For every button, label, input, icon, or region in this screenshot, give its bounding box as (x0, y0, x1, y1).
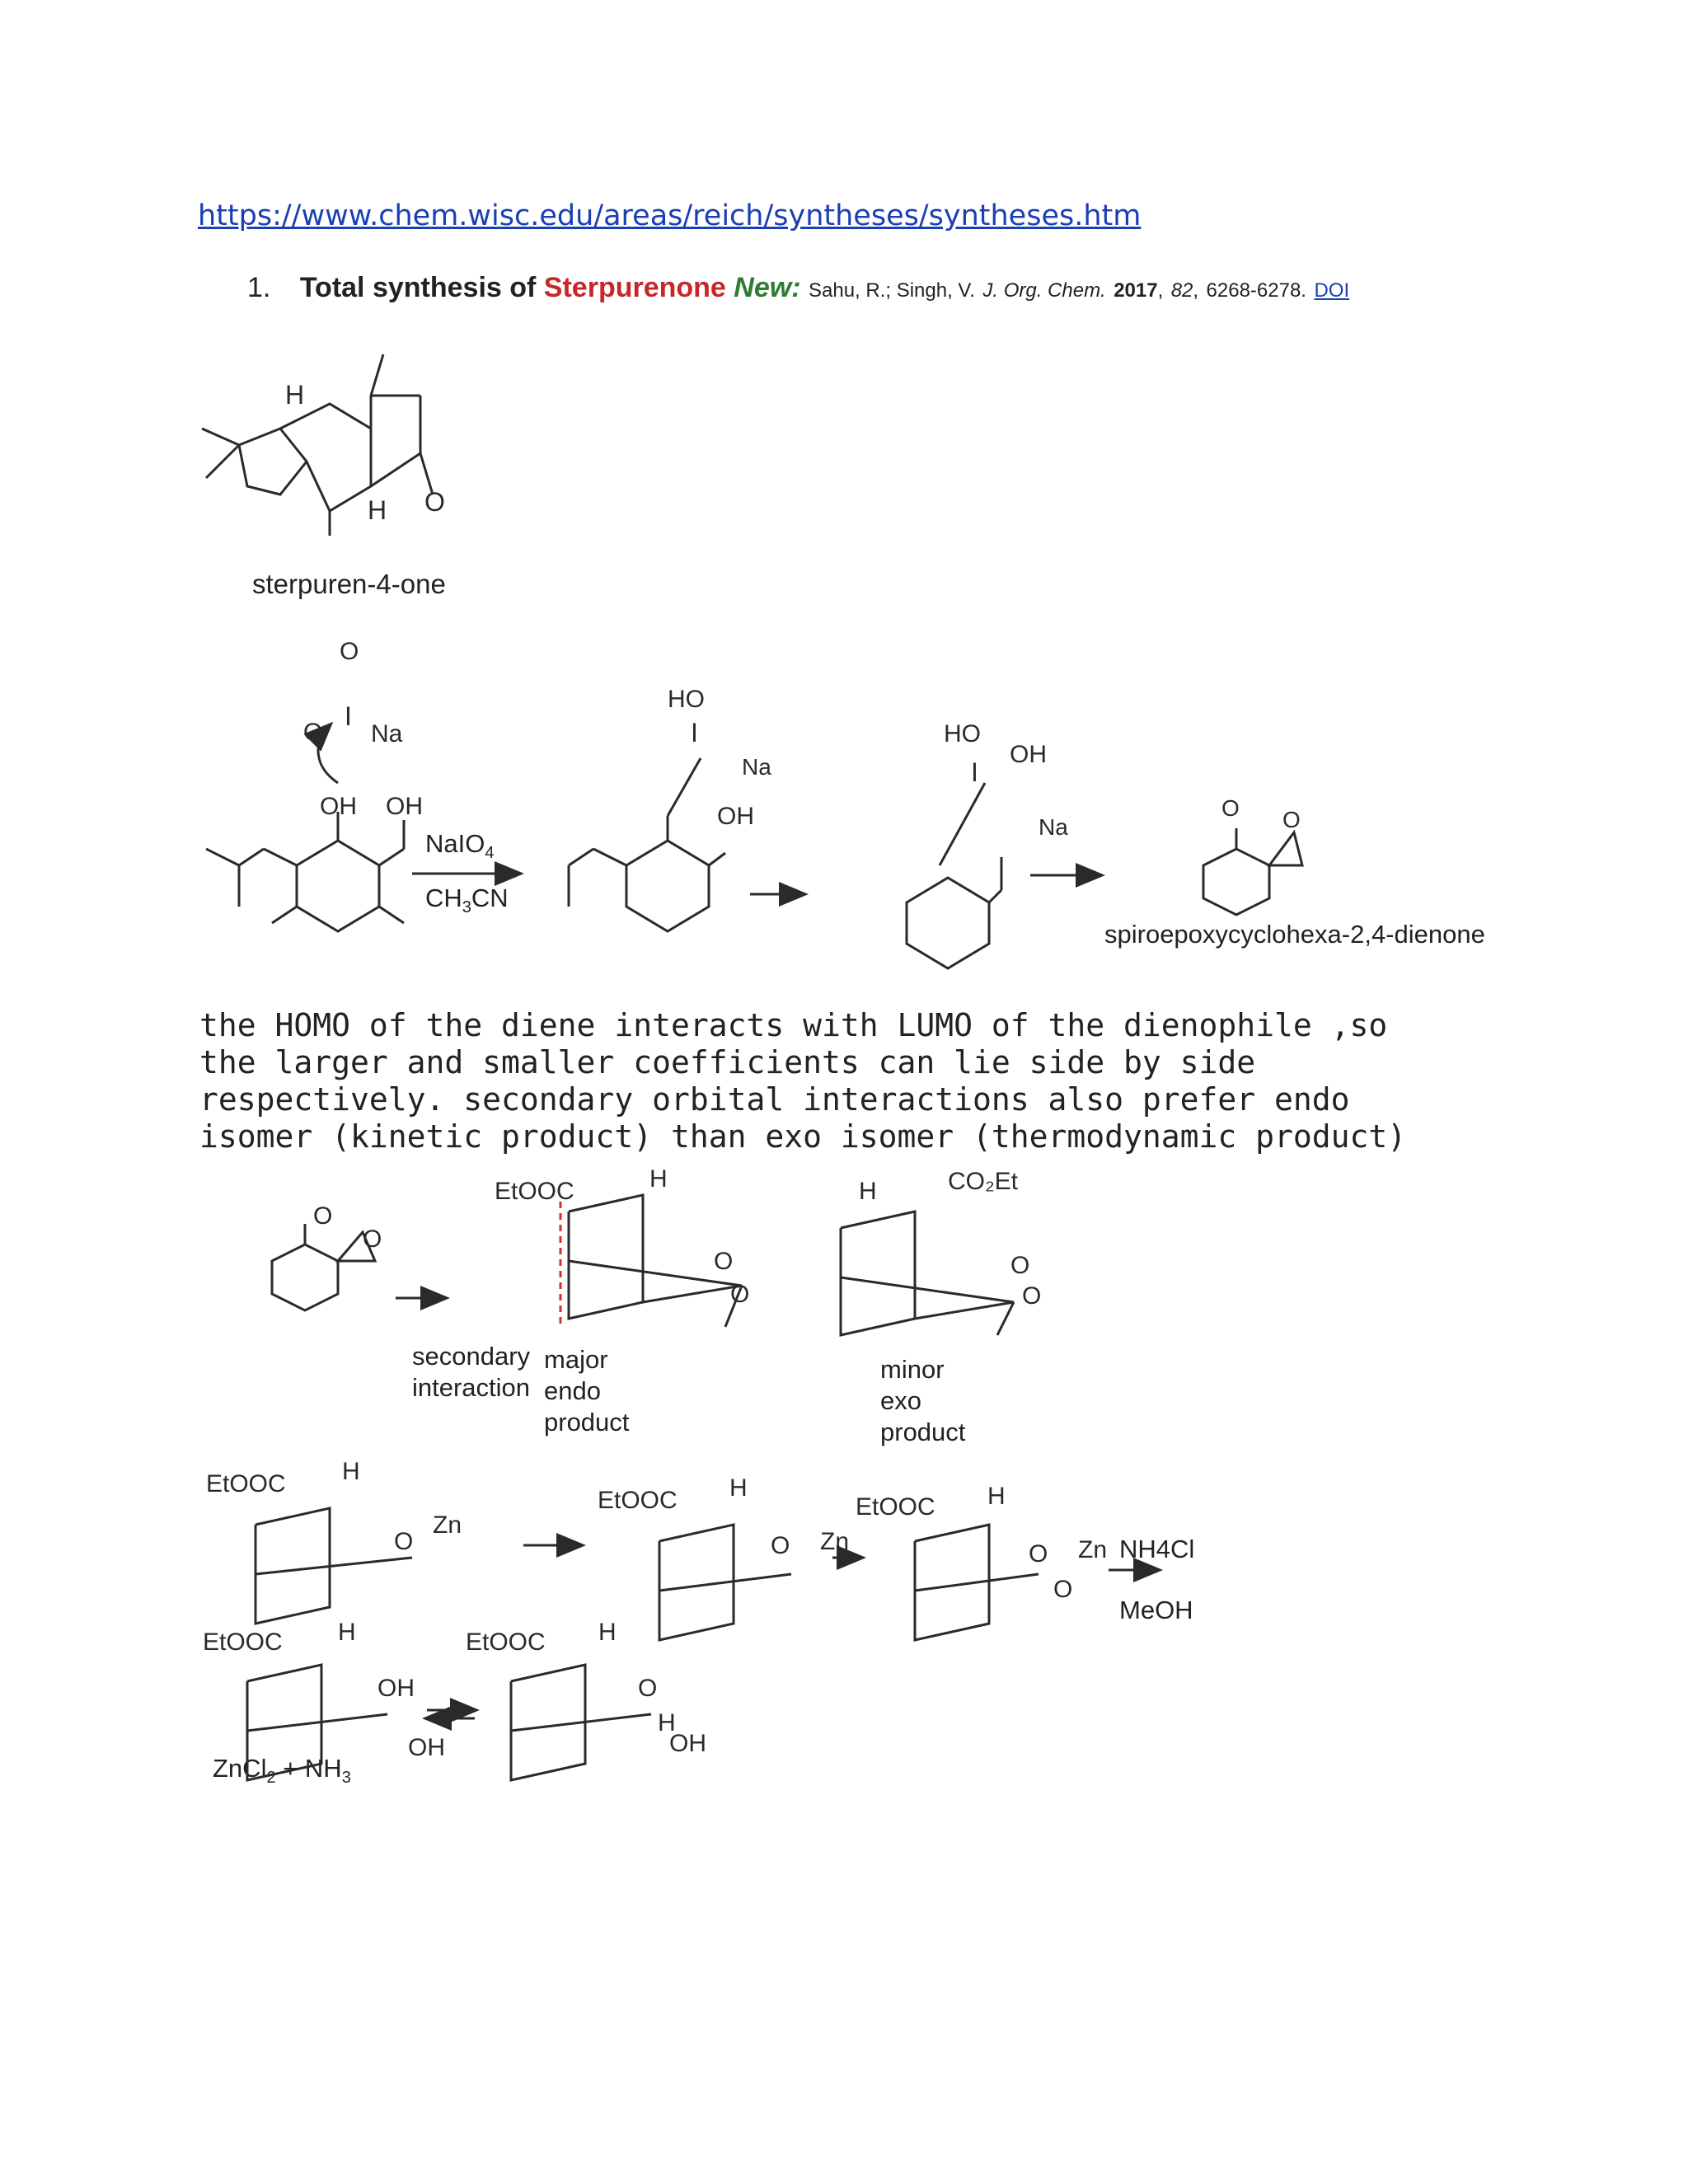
exo-adduct (841, 1168, 1041, 1335)
solvent-label: $CH_3CN$ (425, 883, 509, 917)
oh-group: OH (408, 1734, 445, 1761)
o-atom: O (424, 487, 445, 517)
citation-volume: 82 (1170, 279, 1193, 302)
product-major-label: product (544, 1408, 630, 1436)
paragraph-line: the HOMO of the diene interacts with LUMO of the dienophile ,so (199, 1007, 1388, 1043)
endo-adduct (495, 1165, 749, 1327)
new-tag: New: (734, 272, 801, 303)
h-atom: H (338, 1619, 356, 1646)
ester-group: CO₂Et (948, 1168, 1018, 1195)
enediol (203, 1619, 445, 1780)
o-atom: O (1022, 1282, 1042, 1310)
o-atom: O (1221, 795, 1240, 821)
secondary-label: secondary (412, 1342, 531, 1371)
nh4cl-label: NH4Cl (1119, 1535, 1195, 1563)
na-ion: Na (1039, 814, 1068, 840)
minor-label: minor (880, 1355, 945, 1384)
zn-atom: Zn (1078, 1536, 1108, 1563)
citation-pages: 6268-6278. (1206, 279, 1306, 302)
o-atom: O (1282, 807, 1301, 832)
exo-label: exo (880, 1386, 921, 1415)
paragraph-line: respectively. secondary orbital interactions also prefer endo (199, 1081, 1350, 1118)
cyclic-periodate-intermediate (907, 720, 1068, 968)
ho-group: HO (668, 686, 705, 713)
na-ion: Na (742, 754, 771, 780)
spiro-product-label: spiroepoxycyclohexa-2,4-dienone (1104, 920, 1485, 949)
paragraph-line: isomer (kinetic product) than exo isomer (thermodynamic product) (199, 1118, 1407, 1155)
major-label: major (544, 1345, 608, 1374)
h-atom: H (342, 1458, 360, 1485)
ester-group: EtOOC (206, 1470, 286, 1497)
citation-authors: Sahu, R.; Singh, V. (808, 279, 975, 302)
h-atom: H (368, 495, 387, 525)
oh-group: OH (1010, 741, 1047, 768)
zn-atom: Zn (433, 1511, 462, 1539)
heading-number: 1. (247, 272, 271, 303)
o-atom: O (303, 719, 323, 746)
o-atom: O (1029, 1540, 1048, 1568)
diol-substrate (206, 638, 423, 931)
h-atom: H (598, 1619, 617, 1646)
synthesis-heading: 1. Total synthesis of Sterpurenone New: Sahu, R.; Singh, V. J. Org. Chem. 2017, 82, 6268-6278. DOI (247, 272, 1350, 303)
iodine-atom: I (345, 701, 352, 731)
ester-group: EtOOC (598, 1487, 678, 1514)
paragraph-line: the larger and smaller coefficients can lie side by side (199, 1044, 1256, 1080)
zn-complex-2 (598, 1474, 849, 1640)
h-atom: H (987, 1483, 1006, 1510)
o-atom: O (771, 1532, 790, 1559)
ester-group: EtOOC (495, 1178, 574, 1205)
doi-link[interactable]: DOI (1314, 279, 1350, 302)
o-atom: O (313, 1202, 333, 1230)
o-atom: O (638, 1675, 658, 1702)
ho-group: HO (944, 720, 981, 748)
hydroxy-ketone (466, 1619, 706, 1780)
heading-prefix: Total synthesis of (299, 272, 537, 303)
h-atom: H (649, 1165, 668, 1193)
endo-label: endo (544, 1376, 601, 1405)
ester-group: EtOOC (466, 1629, 546, 1656)
h-atom: H (859, 1178, 877, 1205)
citation-year: 2017 (1114, 279, 1158, 302)
citation-journal: J. Org. Chem. (982, 279, 1106, 302)
na-ion: Na (371, 720, 403, 748)
zn-complex-1 (206, 1458, 462, 1624)
sterpurenone-structure (202, 354, 445, 536)
o-atom: O (1010, 1252, 1030, 1279)
dienone-monomer (272, 1202, 382, 1310)
zn-atom: Zn (820, 1528, 850, 1555)
meoh-label: MeOH (1119, 1596, 1193, 1624)
spiro-epoxide-product (1203, 795, 1302, 915)
ester-group: EtOOC (856, 1493, 935, 1521)
ester-group: EtOOC (203, 1629, 283, 1656)
product-minor-label: product (880, 1418, 966, 1446)
o-atom: O (340, 638, 359, 665)
o-atom: O (394, 1528, 414, 1555)
zn-enolate (856, 1483, 1107, 1640)
interaction-label: interaction (412, 1373, 531, 1402)
source-url-link[interactable]: https://www.chem.wisc.edu/areas/reich/syntheses/syntheses.htm (198, 199, 1142, 232)
zncl2-label: ZnCl$_2$ + $NH_3$ (213, 1754, 351, 1788)
target-label: sterpuren-4-one (252, 569, 446, 599)
oh-group: OH (320, 793, 357, 820)
h-atom: H (658, 1709, 676, 1736)
h-atom: H (285, 380, 305, 410)
iodine-atom: I (691, 718, 698, 748)
periodate-ester-intermediate (569, 686, 771, 931)
o-atom: O (730, 1281, 750, 1308)
iodine-atom: I (971, 757, 978, 787)
oh-group: OH (669, 1730, 706, 1757)
h-atom: H (729, 1474, 748, 1502)
compound-name: Sterpurenone (543, 272, 726, 303)
o-atom: O (363, 1226, 382, 1253)
o-atom: O (1053, 1576, 1073, 1603)
oh-group: OH (386, 793, 423, 820)
oh-group: OH (377, 1675, 415, 1702)
o-atom: O (714, 1248, 734, 1275)
reagent-label: NaIO$_4$ (425, 829, 495, 863)
oh-group: OH (717, 803, 754, 830)
